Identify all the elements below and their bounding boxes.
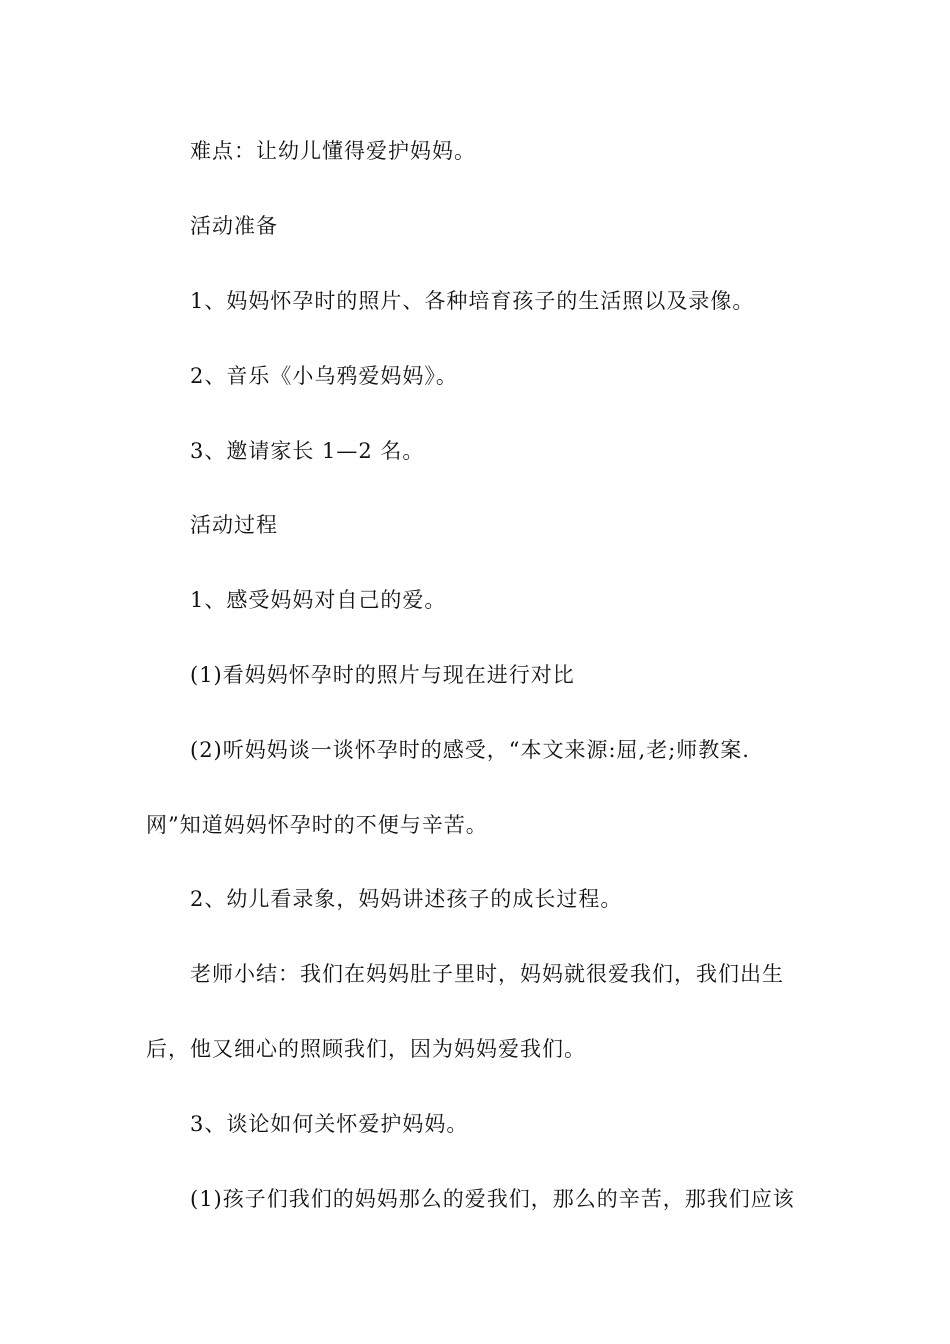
sub-item-3-1: (1)孩子们我们的妈妈那么的爱我们，那么的辛苦，那我们应该 — [190, 1187, 795, 1211]
list-item-process-2: 2、幼儿看录象，妈妈讲述孩子的成长过程。 — [190, 887, 623, 911]
paragraph-difficulty: 难点：让幼儿懂得爱护妈妈。 — [190, 139, 476, 163]
list-item-process-1: 1、感受妈妈对自己的爱。 — [190, 588, 447, 612]
teacher-summary: 老师小结：我们在妈妈肚子里时，妈妈就很爱我们，我们出生 — [190, 962, 784, 986]
sub-item-1: (1)看妈妈怀孕时的照片与现在进行对比 — [190, 663, 575, 687]
list-item-prep-2: 2、音乐《小乌鸦爱妈妈》。 — [190, 364, 458, 388]
heading-activity-process: 活动过程 — [190, 513, 278, 537]
sub-item-2-continued: 网”知道妈妈怀孕时的不便与辛苦。 — [146, 813, 488, 837]
teacher-summary-continued: 后，他又细心的照顾我们，因为妈妈爱我们。 — [146, 1037, 586, 1061]
list-item-process-3: 3、谈论如何关怀爱护妈妈。 — [190, 1112, 469, 1136]
heading-activity-preparation: 活动准备 — [190, 214, 278, 238]
list-item-prep-1: 1、妈妈怀孕时的照片、各种培育孩子的生活照以及录像。 — [190, 289, 755, 313]
sub-item-2: (2)听妈妈谈一谈怀孕时的感受，“本文来源:屈,老;师教案. — [190, 738, 750, 762]
list-item-prep-3: 3、邀请家长 1—2 名。 — [190, 439, 425, 463]
